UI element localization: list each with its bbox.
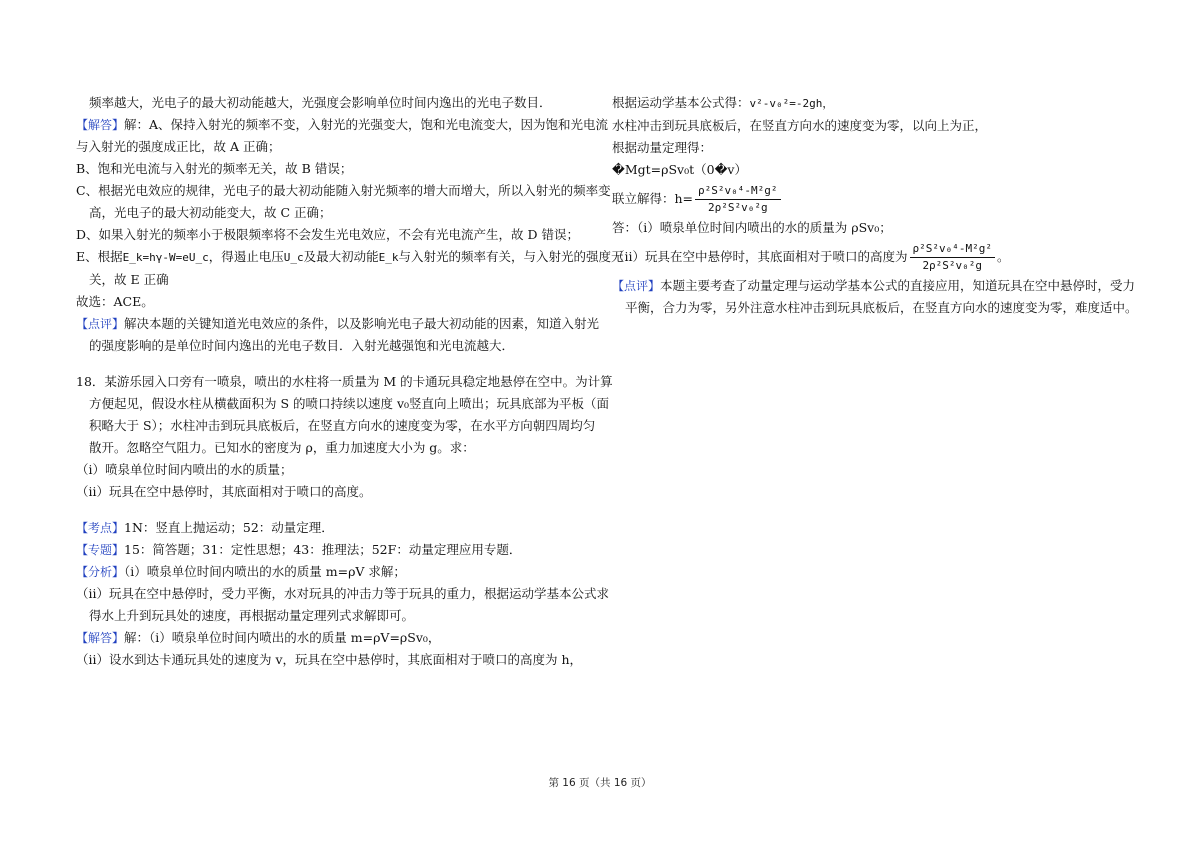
answer-ii: （ii）玩具在空中悬停时，其底面相对于喷口的高度为 $\frac{\text{ρ²S²v₀⁴-M²g²}}{\text{2ρ²S²v₀²g}}$ 。	[612, 242, 1010, 272]
answer-choice: 故选：ACE。	[76, 294, 154, 309]
text-line: 水柱冲击到玩具底板后，在竖直方向水的速度变为零，以向上为正，	[612, 118, 988, 133]
text-line: 的强度影响的是单位时间内逸出的光电子数目．入射光越强饱和光电流越大．	[89, 338, 515, 353]
category-tag: 【专题】	[76, 543, 125, 557]
solution-tag: 【解答】	[76, 118, 125, 132]
option-b: B、饱和光电流与入射光的频率无关，故 B 错误；	[76, 161, 353, 176]
solution-line: 【解答】解：（i）喷泉单位时间内喷出的水的质量 m=ρV=ρSv₀，	[76, 630, 441, 645]
analysis-line: 【分析】（i）喷泉单位时间内喷出的水的质量 m=ρV 求解；	[76, 564, 406, 579]
question-18: 18．某游乐园入口旁有一喷泉，喷出的水柱将一质量为 M 的卡通玩具稳定地悬停在空中。为计算	[76, 374, 613, 389]
comment-tag: 【点评】	[612, 279, 661, 293]
momentum-equation: �Mgt=ρSv₀t（0�v）	[612, 162, 747, 177]
sub-question-ii: （ii）玩具在空中悬停时，其底面相对于喷口的高度。	[76, 484, 372, 499]
text-line: 根据动量定理得：	[612, 140, 713, 155]
topic-tag: 【考点】	[76, 521, 125, 535]
height-fraction: $\frac{\text{ρ²S²v₀⁴-M²g²}}{\text{2ρ²S²v₀²g}}$	[910, 242, 995, 273]
photoelectric-formula: E_k=hγ-W=eU_c	[122, 251, 209, 264]
text-line: 散开。忽略空气阻力。已知水的密度为 ρ，重力加速度大小为 g。求：	[89, 440, 475, 455]
option-e: E、根据E_k=hγ-W=eU_c，得遏止电压U_c及最大初动能E_k与入射光的频率有关，与入射光的强度无	[76, 249, 624, 264]
option-d: D、如果入射光的频率小于极限频率将不会发生光电效应，不会有光电流产生，故 D 错误；	[76, 227, 579, 242]
left-column	[76, 92, 624, 671]
comment-tag: 【点评】	[76, 317, 125, 331]
text-line: 频率越大，光电子的最大初动能越大，光强度会影响单位时间内逸出的光电子数目．	[89, 95, 552, 110]
stop-voltage-symbol: U_c	[283, 251, 304, 264]
comment-line: 【点评】本题主要考查了动量定理与运动学基本公式的直接应用，知道玩具在空中悬停时，受力	[612, 278, 1136, 293]
solution-height-line: 联立解得：h= $\frac{\text{ρ²S²v₀⁴-M²g²}}{\text{2ρ²S²v₀²g}}$	[612, 181, 1132, 217]
text-line: 高，光电子的最大初动能变大，故 C 正确；	[89, 205, 332, 220]
text-line: 得水上升到玩具处的速度，再根据动量定理列式求解即可。	[89, 608, 415, 623]
text-line: 积略大于 S）；水柱冲击到玩具底板后，在竖直方向水的速度变为零，在水平方向朝四周均匀	[89, 418, 596, 433]
solution-tag: 【解答】	[76, 631, 125, 645]
kinematics-line: 根据运动学基本公式得：v²-v₀²=-2gh，	[612, 95, 834, 110]
sub-question-i: （i）喷泉单位时间内喷出的水的质量；	[76, 462, 293, 477]
solution-line: 【解答】解：A、保持入射光的频率不变，入射光的光强变大，饱和光电流变大，因为饱和光电流	[76, 117, 609, 132]
page-footer: 第 16 页（共 16 页）	[548, 777, 652, 789]
text-line: 与入射光的强度成正比，故 A 正确；	[76, 139, 281, 154]
text-line: 关，故 E 正确	[89, 272, 169, 287]
text-line: （ii）设水到达卡通玩具处的速度为 v，玩具在空中悬停时，其底面相对于喷口的高度为 h，	[76, 652, 583, 667]
height-fraction: $\frac{\text{ρ²S²v₀⁴-M²g²}}{\text{2ρ²S²v₀²g}}$	[695, 184, 780, 215]
comment-line: 【点评】解决本题的关键知道光电效应的条件，以及影响光电子最大初动能的因素，知道入射光	[76, 316, 600, 331]
answer-i: 答：（i）喷泉单位时间内喷出的水的质量为 ρSv₀；	[612, 220, 892, 235]
text-line: 方便起见，假设水柱从横截面积为 S 的喷口持续以速度 v₀竖直向上喷出；玩具底部为平板（面	[89, 396, 610, 411]
right-column	[612, 92, 1138, 319]
category-line: 【专题】15：简答题；31：定性思想；43：推理法；52F：动量定理应用专题．	[76, 542, 522, 557]
text-line: （ii）玩具在空中悬停时，受力平衡，水对玩具的冲击力等于玩具的重力，根据运动学基本公式求	[76, 586, 609, 601]
option-c: C、根据光电效应的规律，光电子的最大初动能随入射光频率的增大而增大，所以入射光的频率变	[76, 183, 611, 198]
kinetic-energy-symbol: E_k	[378, 251, 399, 264]
topic-line: 【考点】1N：竖直上抛运动；52：动量定理．	[76, 520, 334, 535]
text-line: 平衡，合力为零，另外注意水柱冲击到玩具底板后，在竖直方向水的速度变为零，难度适中。	[625, 300, 1138, 315]
kinematics-formula: v²-v₀²=-2gh，	[749, 97, 834, 110]
analysis-tag: 【分析】	[76, 565, 125, 579]
